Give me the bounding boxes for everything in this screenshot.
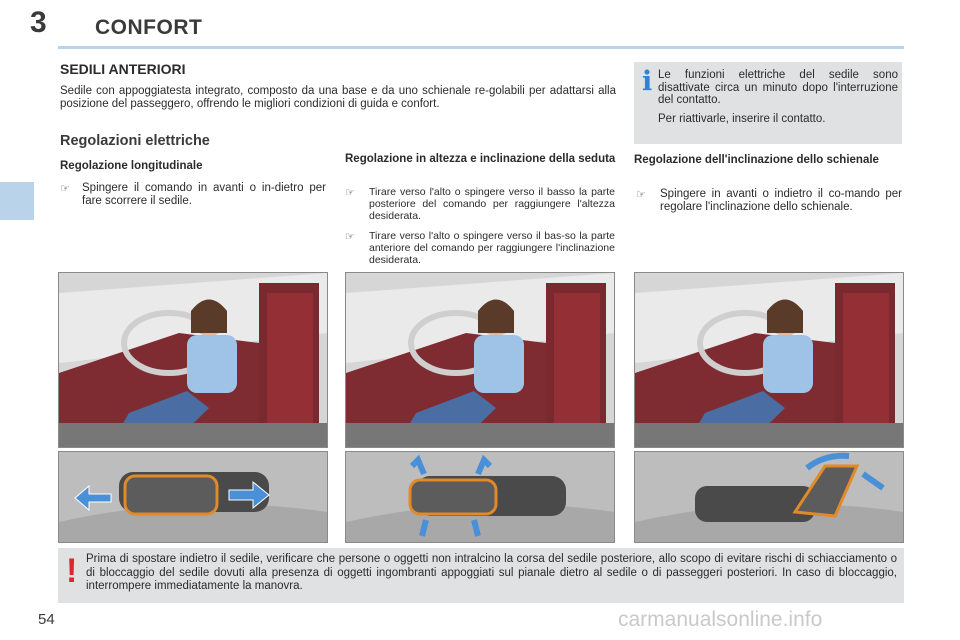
chapter-number: 3 [30,6,47,39]
control-detail-backrest [634,451,904,543]
chapter-title: CONFORT [95,16,203,39]
column-heading-longitudinal: Regolazione longitudinale [60,160,203,172]
info-line-2: Per riattivarle, inserire il contatto. [658,112,826,125]
chapter-side-tab [0,182,34,220]
bullet-pointer-icon: ☞ [345,231,355,243]
column-item-backrest: Spingere in avanti o indietro il co-mando per regolare l'inclinazione dello schienale. [660,188,902,213]
column-heading-seat-height: Regolazione in altezza e inclinazione della seduta [345,153,616,165]
seat-photo-1 [58,272,328,448]
column-heading-backrest: Regolazione dell'inclinazione dello schienale [634,154,879,166]
control-detail-seat-height [345,451,615,543]
page-number: 54 [38,611,55,628]
warning-text: Prima di spostare indietro il sedile, verificare che persone o oggetti non intralcino la corsa del sedile posteriore, allo scopo di evitare rischi di schiacciamento o di bloccaggio del sedile dovuti alla presenza di oggetti ingombranti appoggiati sul pianale dietro al sedile o di passeggeri posteriori. In caso di bloccaggio, interrompere immediatamente la manovra. [86,553,897,592]
bullet-pointer-icon: ☞ [636,189,646,201]
watermark: carmanualsonline.info [618,608,823,631]
section-title: SEDILI ANTERIORI [60,61,186,77]
seat-photo-2 [345,272,615,448]
section-subtitle: Regolazioni elettriche [60,133,210,149]
warning-exclamation-icon: ! [66,552,78,590]
bullet-pointer-icon: ☞ [345,187,355,199]
info-icon: i [642,66,653,97]
warning-box [58,548,904,603]
section-intro: Sedile con appoggiatesta integrato, composto da una base e da uno schienale re-golabili per adattarsi alla posizione del passeggero, offrendo le migliori condizioni di guida e confort. [60,85,616,110]
bullet-pointer-icon: ☞ [60,183,70,195]
info-line-1: Le funzioni elettriche del sedile sono disattivate circa un minuto dopo l'interruzione del contatto. [658,69,898,106]
column-item-seat-height-2: Tirare verso l'alto o spingere verso il bas-so la parte anteriore del comando per raggiungere l'inclinazione desiderata. [369,230,615,266]
column-item-longitudinal: Spingere il comando in avanti o in-dietro per fare scorrere il sedile. [82,182,326,207]
header-divider [58,46,904,49]
info-box [634,62,902,144]
info-text [658,69,898,125]
column-item-seat-height-1: Tirare verso l'alto o spingere verso il basso la parte posteriore del comando per raggiungere l'altezza desiderata. [369,186,615,222]
control-detail-longitudinal [58,451,328,543]
seat-photo-3 [634,272,904,448]
